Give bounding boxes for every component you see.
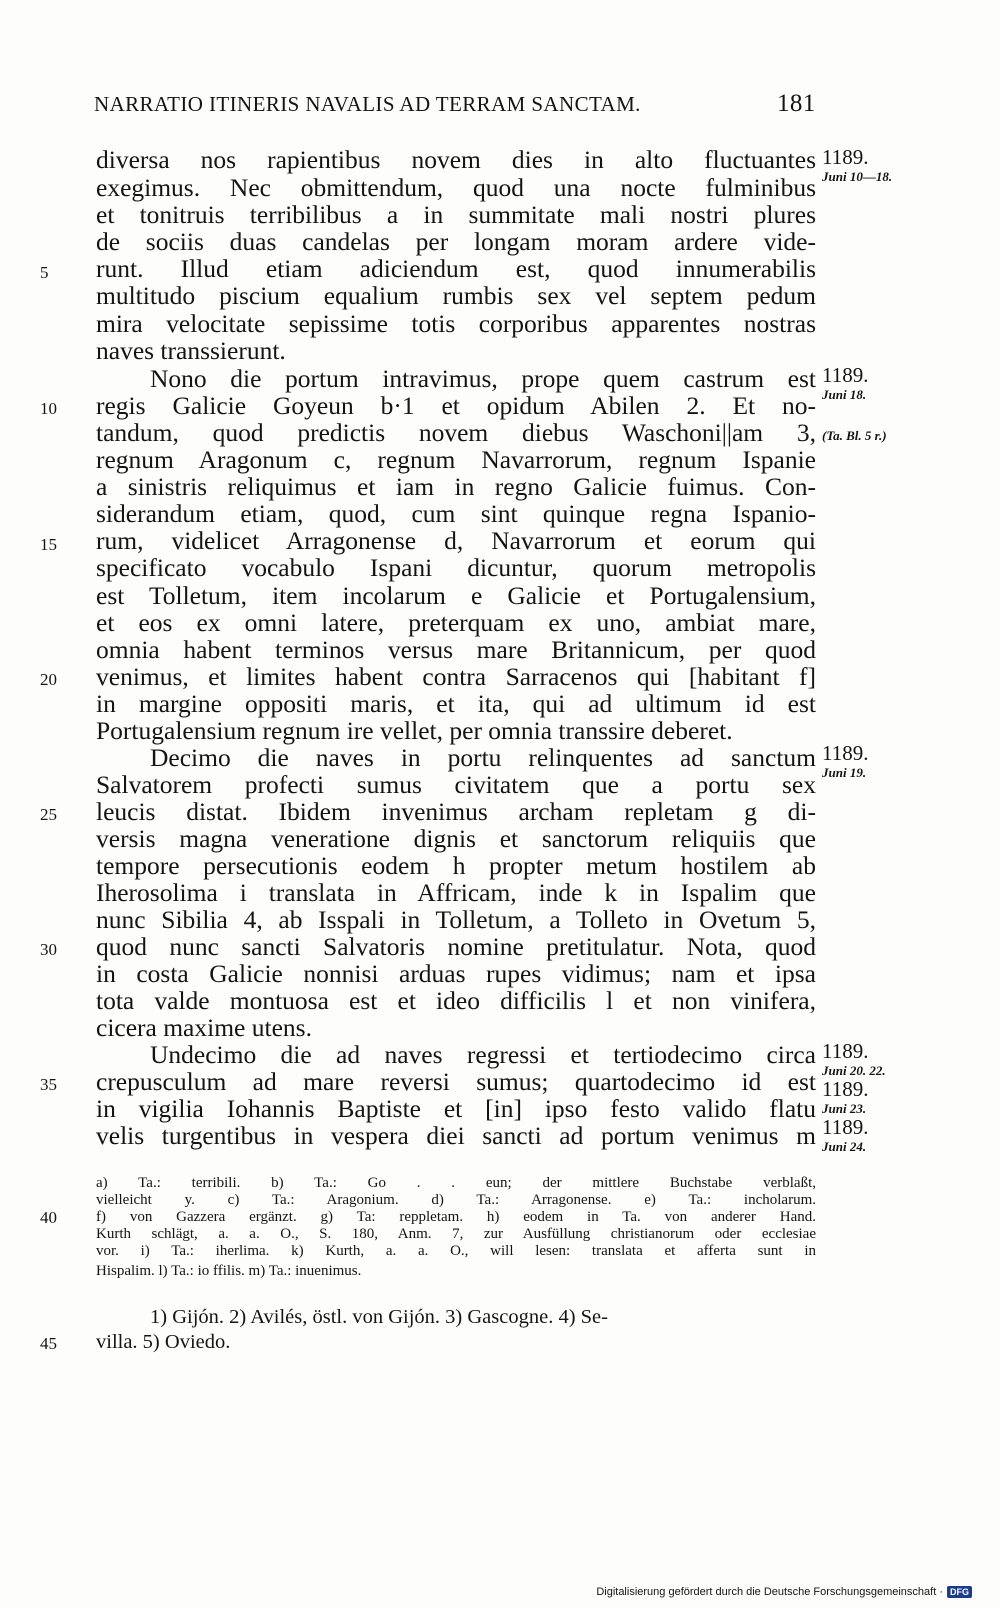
text-line: nunc Sibilia 4, ab Isspali in Tolletum, a Tolleto in Ovetum 5, — [96, 905, 816, 934]
margin-day: Juni 24. — [822, 1139, 867, 1154]
footnote-line: Hispalim. l) Ta.: io ffilis. m) Ta.: inuenimus. — [96, 1263, 362, 1279]
text-line: a sinistris reliquimus et iam in regno Galicie fuimus. Con- — [96, 472, 816, 501]
text-line: siderandum etiam, quod, cum sint quinque regna Ispanio- — [96, 499, 816, 528]
text-line: Iherosolima i translata in Affricam, inde k in Ispalim que — [96, 878, 816, 907]
text-line: versis magna veneratione dignis et sanctorum reliquiis que — [96, 824, 816, 853]
text-line: mira velocitate sepissime totis corporibus apparentes nostras — [96, 309, 816, 338]
text-line: Salvatorem profecti sumus civitatem que a portu sex — [96, 770, 816, 799]
footnote-line: Kurth schlägt, a. a. O., S. 180, Anm. 7, zur Ausfüllung christianorum oder ecclesiae — [96, 1226, 816, 1242]
footnote-line: vor. i) Ta.: iherlima. k) Kurth, a. a. O., will lesen: translata et afferta sunt in — [96, 1243, 816, 1259]
text-line: crepusculum ad mare reversi sumus; quartodecimo id est — [96, 1067, 816, 1096]
margin-year: 1189. — [822, 363, 869, 387]
running-header — [94, 92, 814, 117]
line-number: 40 — [40, 1208, 57, 1227]
margin-day: Juni 10—18. — [822, 169, 893, 184]
text-line: et eos ex omni latere, preterquam ex uno, ambiat mare, — [96, 608, 816, 637]
margin-date — [822, 1039, 942, 1080]
line-number: 25 — [40, 805, 57, 824]
running-title: NARRATIO ITINERIS NAVALIS AD TERRAM SANCTAM. — [94, 92, 641, 116]
commentary-line: 1) Gijón. 2) Avilés, östl. von Gijón. 3) Gascogne. 4) Se- — [150, 1306, 608, 1328]
text-line: in margine oppositi maris, et ita, qui ad ultimum id est — [96, 689, 816, 718]
margin-year: 1189. — [822, 1077, 869, 1101]
text-line: diversa nos rapientibus novem dies in alto fluctuantes — [96, 145, 816, 174]
line-number: 35 — [40, 1075, 57, 1094]
footnote-line: f) von Gazzera ergänzt. g) Ta: reppletam. h) eodem in Ta. von anderer Hand. — [96, 1209, 816, 1225]
footnote-line: a) Ta.: terribili. b) Ta.: Go . . eun; der mittlere Buchstabe verblaßt, — [96, 1175, 816, 1191]
line-number: 15 — [40, 535, 57, 554]
margin-day: Juni 20. 22. — [822, 1063, 886, 1078]
line-number: 5 — [40, 263, 49, 282]
margin-date — [822, 741, 942, 782]
text-line: est Tolletum, item incolarum e Galicie et Portugalensium, — [96, 581, 816, 610]
text-line: Nono die portum intravimus, prope quem castrum est — [150, 364, 816, 393]
text-line: tandum, quod predictis novem diebus Waschoni||am 3, — [96, 418, 816, 447]
text-line: Decimo die naves in portu relinquentes ad sanctum — [150, 743, 816, 772]
text-line: specificato vocabulo Ispani dicuntur, quorum metropolis — [96, 553, 816, 582]
margin-date — [822, 145, 942, 186]
text-line: quod nunc sancti Salvatoris nomine pretitulatur. Nota, quod — [96, 932, 816, 961]
line-number: 10 — [40, 399, 57, 418]
text-line: velis turgentibus in vespera diei sancti ad portum venimus m — [96, 1121, 816, 1150]
dfg-logo-icon: DFG — [947, 1586, 972, 1598]
text-line: de sociis duas candelas per longam moram ardere vide- — [96, 227, 816, 256]
credit-text: Digitalisierung gefördert durch die Deutsche Forschungsgemeinschaft · — [596, 1586, 943, 1598]
text-line: venimus, et limites habent contra Sarracenos qui [habitant f] — [96, 662, 816, 691]
footnote-line: vielleicht y. c) Ta.: Aragonium. d) Ta.: Arragonense. e) Ta.: incholarum. — [96, 1192, 816, 1208]
text-line: tota valde montuosa est et ideo difficilis l et non vinifera, — [96, 986, 816, 1015]
margin-year: 1189. — [822, 741, 869, 765]
margin-sheet-ref: (Ta. Bl. 5 r.) — [822, 428, 887, 443]
text-line: cicera maxime utens. — [96, 1013, 312, 1042]
digitization-credit — [596, 1586, 972, 1598]
text-line: Portugalensium regnum ire vellet, per omnia transsire deberet. — [96, 716, 733, 745]
text-line: omnia habent terminos versus mare Britannicum, per quod — [96, 635, 816, 664]
text-line: regnum Aragonum c, regnum Navarrorum, regnum Ispanie — [96, 445, 816, 474]
margin-year: 1189. — [822, 145, 869, 169]
text-line: leucis distat. Ibidem invenimus archam repletam g di- — [96, 797, 816, 826]
line-number: 45 — [40, 1334, 57, 1353]
margin-year: 1189. — [822, 1115, 869, 1139]
text-line: in costa Galicie nonnisi arduas rupes vidimus; nam et ipsa — [96, 959, 816, 988]
margin-date — [822, 363, 942, 404]
line-number: 30 — [40, 940, 57, 959]
text-line: runt. Illud etiam adiciendum est, quod innumerabilis — [96, 254, 816, 283]
margin-day: Juni 19. — [822, 765, 867, 780]
text-line: tempore persecutionis eodem h propter metum hostilem ab — [96, 851, 816, 880]
margin-date — [822, 1077, 942, 1118]
margin-day: Juni 23. — [822, 1101, 867, 1116]
page-number: 181 — [777, 90, 816, 117]
text-line: et tonitruis terribilibus a in summitate mali nostri plures — [96, 200, 816, 229]
commentary-line: villa. 5) Oviedo. — [96, 1331, 231, 1353]
text-line: Undecimo die ad naves regressi et tertiodecimo circa — [150, 1040, 816, 1069]
text-line: exegimus. Nec obmittendum, quod una nocte fulminibus — [96, 173, 816, 202]
text-line: multitudo piscium equalium rumbis sex vel septem pedum — [96, 281, 816, 310]
text-line: regis Galicie Goyeun b·1 et opidum Abilen 2. Et no- — [96, 391, 816, 420]
margin-date — [822, 1115, 942, 1156]
text-line: rum, videlicet Arragonense d, Navarrorum et eorum qui — [96, 526, 816, 555]
margin-year: 1189. — [822, 1039, 869, 1063]
margin-day: Juni 18. — [822, 387, 867, 402]
line-number: 20 — [40, 670, 57, 689]
text-line: naves transsierunt. — [96, 336, 286, 365]
text-line: in vigilia Iohannis Baptiste et [in] ipso festo valido flatu — [96, 1094, 816, 1123]
